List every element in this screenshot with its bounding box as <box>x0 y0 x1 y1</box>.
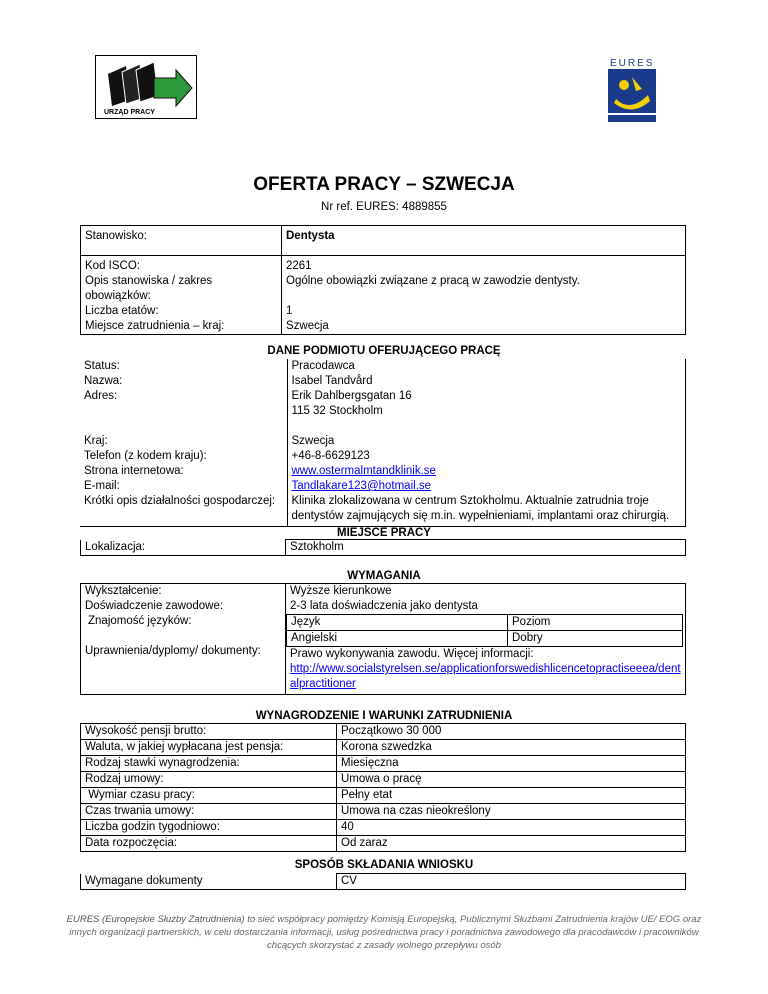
footer-note <box>60 913 708 952</box>
salary-section-title: WYNAGRODZENIE I WARUNKI ZATRUDNIENIA <box>255 710 513 722</box>
employer-web-label: Strona internetowa: <box>84 465 184 477</box>
isco-label: Kod ISCO: <box>85 260 140 272</box>
salary-row-value: Miesięczna <box>337 756 686 772</box>
documents-link[interactable]: http://www.socialstyrelsen.se/applicationforswedishlicencetopractiseeea/dentalpractitioner <box>290 663 681 690</box>
salary-row <box>81 788 686 804</box>
employer-address-line2: 115 32 Stockholm <box>291 405 383 417</box>
reference-number: Nr ref. EURES: 4889855 <box>321 201 447 213</box>
salary-row-label: Czas trwania umowy: <box>81 804 337 820</box>
job-table <box>80 225 686 335</box>
salary-row-value: Od zaraz <box>337 836 686 852</box>
logo-left-text: URZĄD PRACY <box>104 109 155 116</box>
salary-row-value: Pełny etat <box>337 788 686 804</box>
footer-text: to sieć współpracy pomiędzy Komisją Europejską, Publicznymi Służbami Zatrudnienia krajów UE/ EOG oraz innych organizacji partnerskich, w celu dostarczania informacji, usług pośrednictwa pracy i poradnictwa zawodowego dla pracodawców i pracowników chcących skorzystać z zasady wolnego przepływu osób <box>69 914 702 951</box>
salary-table <box>80 723 686 852</box>
location-table <box>80 539 686 556</box>
employer-phone-label: Telefon (z kodem kraju): <box>84 450 207 462</box>
location-section-title: MIEJSCE PRACY <box>337 527 431 539</box>
salary-row-value: Umowa na czas nieokreślony <box>337 804 686 820</box>
isco-value: 2261 <box>286 260 312 272</box>
employer-address-label: Adres: <box>84 390 118 402</box>
language-level: Dobry <box>508 631 683 647</box>
salary-row-label: Rodzaj stawki wynagrodzenia: <box>81 756 337 772</box>
salary-row-value: Umowa o pracę <box>337 772 686 788</box>
country-label: Miejsce zatrudnienia – kraj: <box>85 320 225 332</box>
salary-row-label: Wysokość pensji brutto: <box>81 724 337 740</box>
footer-lead: EURES (Europejskie Służby Zatrudnienia) <box>66 914 245 925</box>
documents-label: Uprawnienia/dyplomy/ dokumenty: <box>85 645 261 657</box>
count-value: 1 <box>286 305 293 317</box>
salary-row-label: Liczba godzin tygodniowo: <box>81 820 337 836</box>
application-table <box>80 873 686 890</box>
salary-row <box>81 836 686 852</box>
desc-label: Opis stanowiska / zakres obowiązków: <box>85 275 213 302</box>
level-header: Poziom <box>508 615 683 631</box>
salary-row <box>81 724 686 740</box>
logo-right-text: EURES <box>610 58 655 69</box>
salary-row-label: Rodzaj umowy: <box>81 772 337 788</box>
requirements-section-title: WYMAGANIA <box>347 570 421 582</box>
documents-value: Prawo wykonywania zawodu. Więcej informacji: <box>290 648 534 660</box>
salary-row <box>81 740 686 756</box>
employer-name-label: Nazwa: <box>84 375 123 387</box>
requirements-table <box>80 583 686 695</box>
urzad-pracy-logo <box>95 55 197 119</box>
experience-value: 2-3 lata doświadczenia jako dentysta <box>290 600 478 612</box>
education-label: Wykształcenie: <box>85 585 162 597</box>
desc-value: Ogólne obowiązki związane z pracą w zawodzie dentysty. <box>286 275 580 287</box>
count-label: Liczba etatów: <box>85 305 159 317</box>
employer-status-value: Pracodawca <box>291 360 355 372</box>
position-label: Stanowisko: <box>81 226 282 256</box>
salary-row-label: Data rozpoczęcia: <box>81 836 337 852</box>
salary-row <box>81 756 686 772</box>
country-value: Szwecja <box>286 320 329 332</box>
language-header: Język <box>287 615 508 631</box>
language-name: Angielski <box>287 631 508 647</box>
languages-table <box>286 614 683 647</box>
salary-row-value: Początkowo 30 000 <box>337 724 686 740</box>
application-section-title: SPOSÓB SKŁADANIA WNIOSKU <box>294 859 474 871</box>
employer-about-value: Klinika zlokalizowana w centrum Sztokholmu. Aktualnie zatrudnia troje dentystów zajmujących się m.in. wypełnieniami, implantami oraz chirurgią. <box>291 495 670 522</box>
employer-status-label: Status: <box>84 360 120 372</box>
application-label: Wymagane dokumenty <box>81 874 337 890</box>
experience-label: Doświadczenie zawodowe: <box>85 600 224 612</box>
location-label: Lokalizacja: <box>81 540 286 556</box>
employer-email-link[interactable]: Tandlakare123@hotmail.se <box>291 480 432 492</box>
location-value: Sztokholm <box>286 540 686 556</box>
salary-row-value: 40 <box>337 820 686 836</box>
employer-about-label: Krótki opis działalności gospodarczej: <box>84 495 276 507</box>
position-value: Dentysta <box>282 226 686 256</box>
eures-logo <box>606 55 658 125</box>
employer-website-link[interactable]: www.ostermalmtandklinik.se <box>291 465 436 477</box>
salary-row <box>81 804 686 820</box>
employer-table <box>80 359 686 527</box>
employer-country-value: Szwecja <box>291 435 335 447</box>
salary-row-label: Wymiar czasu pracy: <box>81 788 337 804</box>
salary-row <box>81 772 686 788</box>
salary-row-label: Waluta, w jakiej wypłacana jest pensja: <box>81 740 337 756</box>
application-value: CV <box>337 874 686 890</box>
salary-row <box>81 820 686 836</box>
employer-name-value: Isabel Tandvård <box>291 375 373 387</box>
page-title: OFERTA PRACY – SZWECJA <box>253 174 515 195</box>
employer-phone-value: +46-8-6629123 <box>291 450 370 462</box>
languages-label: Znajomość języków: <box>88 615 192 627</box>
employer-country-label: Kraj: <box>84 435 108 447</box>
employer-section-title: DANE PODMIOTU OFERUJĄCEGO PRACĘ <box>267 345 501 357</box>
education-value: Wyższe kierunkowe <box>290 585 392 597</box>
salary-row-value: Korona szwedzka <box>337 740 686 756</box>
employer-email-label: E-mail: <box>84 480 120 492</box>
employer-address-line1: Erik Dahlbergsgatan 16 <box>291 390 412 402</box>
